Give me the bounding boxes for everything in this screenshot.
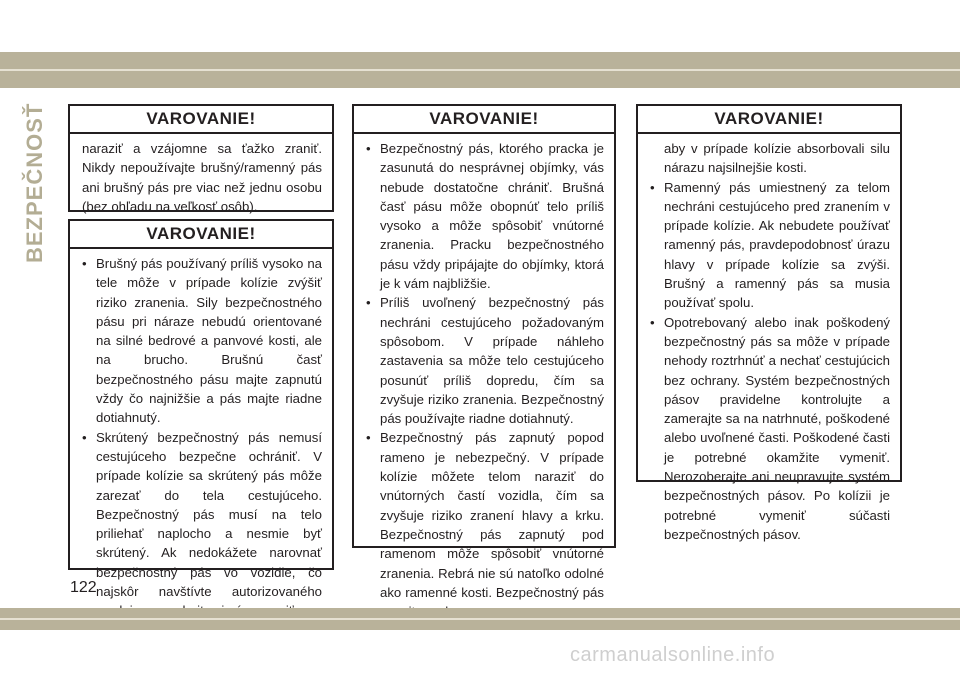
warning-heading: VAROVANIE! (354, 106, 614, 134)
warning-lead-text: aby v prípade kolízie absorbovali silu nárazu najsilnejšie kosti. (664, 141, 890, 176)
warning-list (82, 254, 322, 621)
header-band-stripe (0, 69, 960, 71)
watermark-text: carmanualsonline.info (570, 644, 776, 666)
warning-heading: VAROVANIE! (70, 106, 332, 134)
list-item: • Opotrebovaný alebo inak poškodený bezpečnostný pás sa môže v prípade nehody roztrhnúť a nechať cestujúcich bez ochrany. Systém bezpečnostných pásov pravidelne kontrolujte a zamerajte sa na natrhnuté, poškodené alebo uvoľnené časti. Poškodené časti je potrebné okamžite vymeniť. Nerozoberajte ani neupravujte systém bezpečnostných pásov. Po kolízii je potrebné vymeniť súčasti bezpečnostných pásov. (650, 313, 890, 545)
section-title-text: BEZPEČNOSŤ (22, 102, 47, 263)
warning-box-3 (352, 104, 616, 600)
warning-box-4 (636, 104, 902, 542)
list-item: • Príliš uvoľnený bezpečnostný pás nechráni cestujúceho požadovaným spôsobom. V prípade náhleho zastavenia sa môže telo cestujúceho posunúť príliš dopredu, čím sa zvyšuje riziko zranenia. Bezpečnostný pás používajte riadne dotiahnutý. (366, 293, 604, 428)
list-item: • Brušný pás používaný príliš vysoko na tele môže v prípade kolízie zvýšiť riziko zranenia. Sily bezpečnostného pásu pri náraze nebudú orientované na silné bedrové a panvové kosti, ale na brucho. Brušnú časť bezpečnostného pásu majte zapnutú vždy čo najnižšie a pás majte riadne dotiahnutý. (82, 254, 322, 428)
page-number: 122 (70, 579, 97, 596)
list-item: • Bezpečnostný pás, ktorého pracka je zasunutá do nesprávnej objímky, vás nebude dostatočne chrániť. Brušná časť pásu môže obopnúť telo príliš vysoko a môže spôsobiť vnútorné zranenia. Pracku bezpečnostného pásu vždy pripájajte do objímky, ktorá je k vám najbližšie. (366, 139, 604, 293)
footer-band-stripe (0, 618, 960, 620)
warning-list (366, 139, 604, 621)
warning-list (650, 178, 890, 545)
warning-text: naraziť a vzájomne sa ťažko zraniť. Nikdy nepoužívajte brušný/ramenný pás ani brušný pás pre viac než jednu osobu (bez ohľadu na veľkosť osôb). (82, 141, 322, 214)
list-item: • Bezpečnostný pás zapnutý popod ramenо je nebezpečný. V prípade kolízie môžete telom naraziť do vnútorných častí vozidla, čím sa zvyšuje riziko zranení hlavy a krku. Bezpečnostný pás zapnutý pod ramenom môže spôsobiť vnútorné zranenia. Rebrá nie sú natoľko odolné ako ramenné kosti. Bezpečnostný pás (366, 428, 604, 621)
list-item: • Ramenný pás umiestnený za telom nechráni cestujúceho pred zranením v prípade kolízie. Ak nebudete používať ramenný pás, pravdepodobnosť úrazu hlavy v prípade kolízie sa zvýši. Brušný a ramenný pás sa musia používať spolu. (650, 178, 890, 313)
warning-heading: VAROVANIE! (70, 221, 332, 249)
warning-heading: VAROVANIE! (638, 106, 900, 134)
warning-box-1 (68, 104, 334, 212)
list-item: • Skrútený bezpečnostný pás nemusí cestujúceho bezpečne ochrániť. V prípade kolízie sa skrútený pás môže zarezať do tela cestujúceho. Bezpečnostný pás musí na telo priliehať naplocho a nesmie byť skrútený. Ak nedokážete narovnať bezpečnostný pás vo vozidle, čo najskôr navštívte autorizovaného (82, 428, 322, 621)
